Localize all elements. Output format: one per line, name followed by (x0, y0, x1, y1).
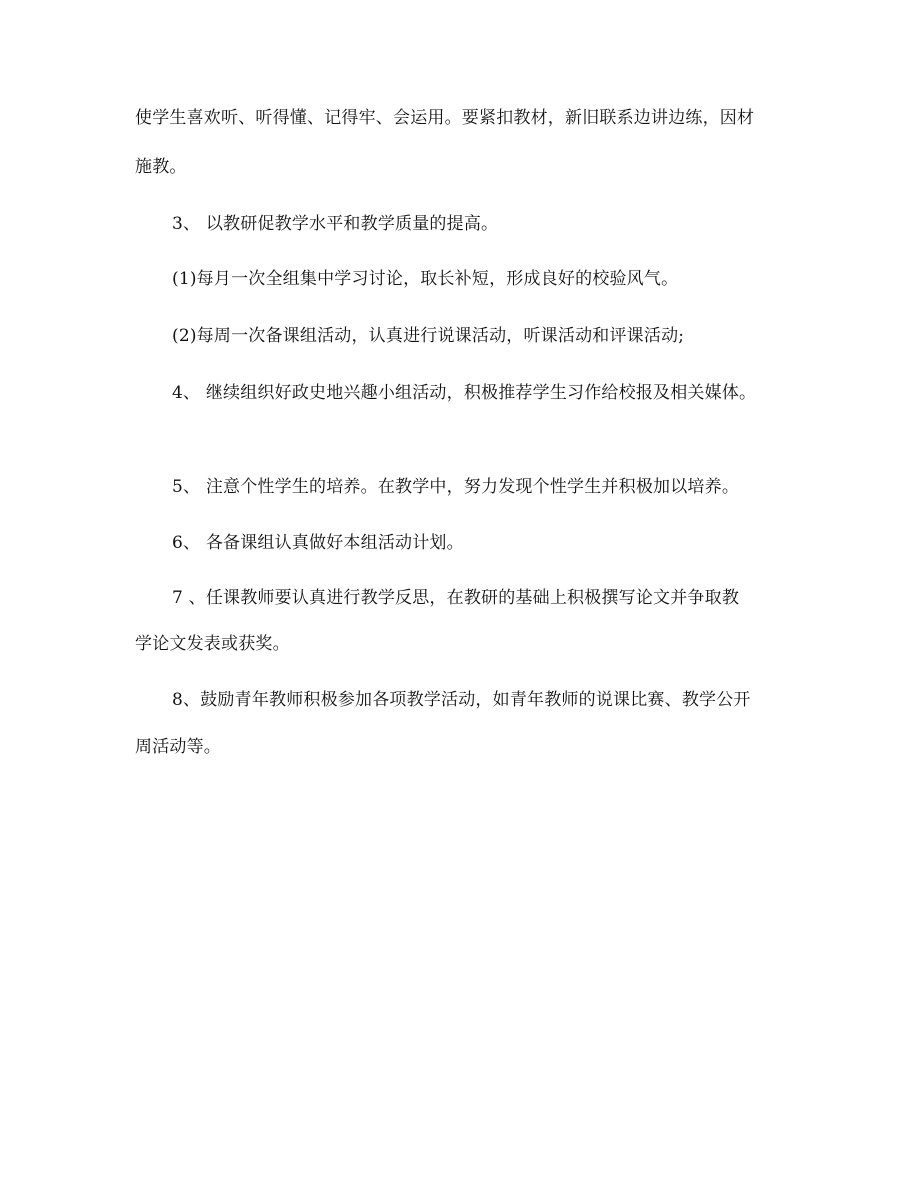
text-line-4: (1)每月一次全组集中学习讨论，取长补短，形成良好的校验风气。 (172, 269, 679, 289)
text-line-6: 4、 继续组织好政史地兴趣小组活动，积极推荐学生习作给校报及相关媒体。 (172, 383, 757, 403)
text-line-7: 5、 注意个性学生的培养。在教学中，努力发现个性学生并积极加以培养。 (172, 477, 740, 497)
text-line-11: 8、鼓励青年教师积极参加各项教学活动，如青年教师的说课比赛、教学公开 (172, 690, 751, 710)
text-line-12: 周活动等。 (135, 737, 221, 757)
text-line-8: 6、 各备课组认真做好本组活动计划。 (172, 533, 464, 553)
text-line-2: 施教。 (135, 157, 187, 177)
text-line-3: 3、 以教研促教学水平和教学质量的提高。 (172, 214, 499, 234)
text-line-9: 7 、任课教师要认真进行教学反思，在教研的基础上积极撰写论文并争取教 (172, 588, 740, 608)
text-line-1: 使学生喜欢听、听得懂、记得牢、会运用。要紧扣教材，新旧联系边讲边练，因材 (135, 108, 755, 128)
text-line-5: (2)每周一次备课组活动，认真进行说课活动，听课活动和评课活动; (172, 326, 685, 346)
text-line-10: 学论文发表或获奖。 (135, 634, 290, 654)
